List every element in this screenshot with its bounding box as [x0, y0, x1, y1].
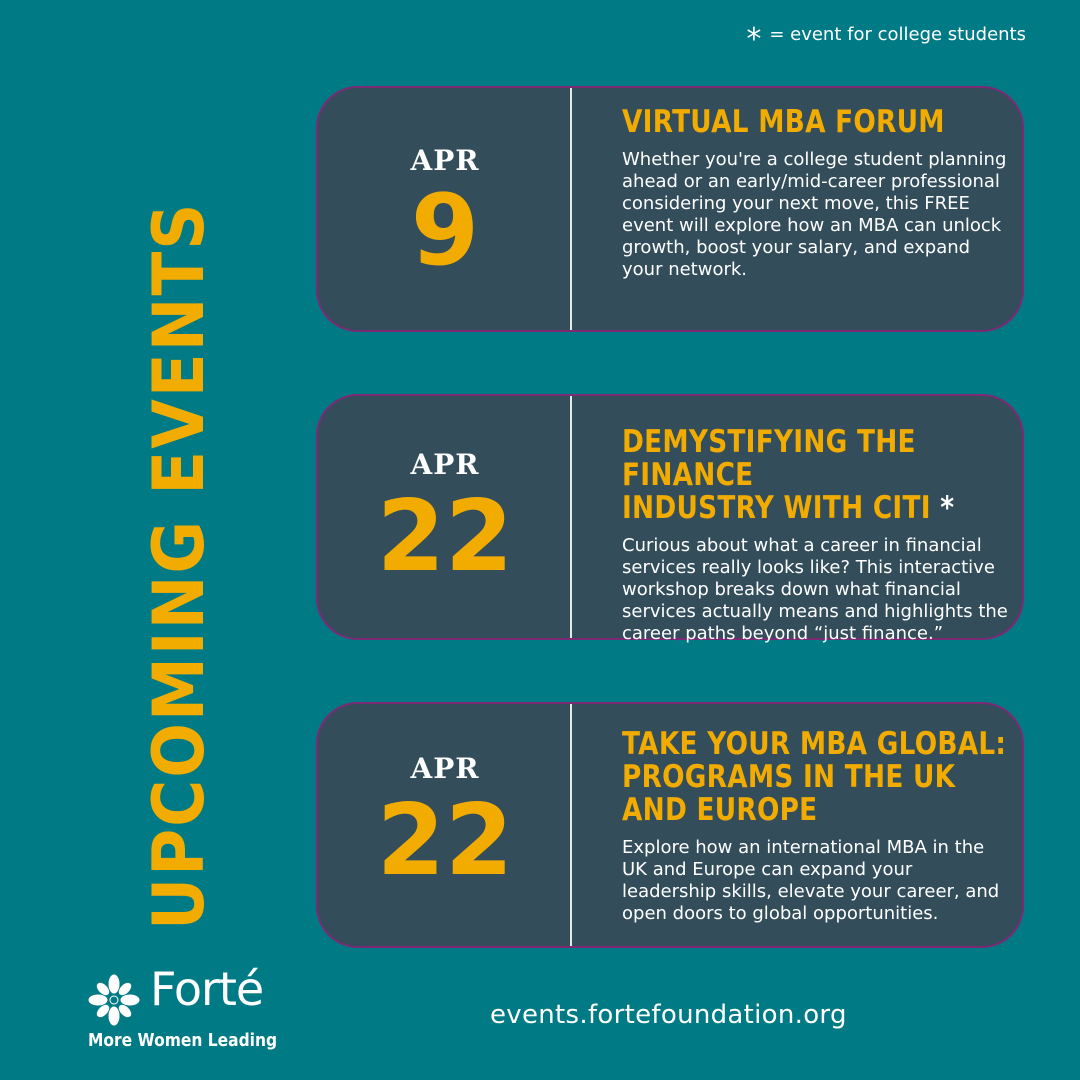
page-title: UPCOMING EVENTS — [138, 201, 220, 930]
event-card — [316, 702, 1024, 948]
event-title-line: INDUSTRY WITH CITI * — [622, 490, 955, 526]
event-month: APR — [410, 752, 480, 785]
event-month: APR — [410, 144, 480, 177]
flower-mark-icon — [84, 970, 144, 1030]
event-title[interactable] — [622, 426, 1009, 525]
event-title[interactable] — [622, 728, 1009, 827]
divider — [570, 396, 572, 638]
event-day: 22 — [376, 480, 514, 594]
event-date — [318, 396, 572, 638]
event-title-line: VIRTUAL MBA FORUM — [622, 104, 945, 140]
event-info — [622, 106, 1008, 281]
brand-tagline: More Women Leading — [88, 1030, 278, 1051]
event-date — [318, 88, 572, 330]
event-title[interactable] — [622, 106, 1009, 139]
legend-text: = event for college students — [769, 24, 1026, 45]
event-title-line: PROGRAMS IN THE UK — [622, 759, 956, 795]
legend — [746, 21, 1026, 57]
event-month: APR — [410, 448, 480, 481]
event-date — [318, 704, 572, 946]
asterisk-icon: * — [746, 21, 762, 57]
event-info — [622, 728, 1008, 925]
brand-name: Forté — [150, 962, 264, 1016]
event-title-line: DEMYSTIFYING THE FINANCE — [622, 424, 916, 493]
event-title-line: TAKE YOUR MBA GLOBAL: — [622, 726, 1007, 762]
event-description: Curious about what a career in financial services really looks like? This interactive workshop breaks down what financial services actually means and highlights the career paths beyond “just finance.” — [622, 535, 1008, 644]
event-info — [622, 426, 1008, 645]
divider — [570, 88, 572, 330]
college-event-marker: * — [940, 490, 955, 526]
event-title-line: AND EUROPE — [622, 792, 818, 828]
event-day: 22 — [376, 784, 514, 898]
event-card — [316, 86, 1024, 332]
events-url-link[interactable]: events.fortefoundation.org — [490, 1000, 847, 1030]
divider — [570, 704, 572, 946]
event-description: Whether you're a college student planning ahead or an early/mid-career professional considering your next move, this FREE event will explore how an MBA can unlock growth, boost your salary, and expand your network. — [622, 149, 1007, 280]
event-description: Explore how an international MBA in the UK and Europe can expand your leadership skills, elevate your career, and open doors to global opportunities. — [622, 837, 1000, 924]
event-card — [316, 394, 1024, 644]
event-day: 9 — [410, 174, 480, 288]
